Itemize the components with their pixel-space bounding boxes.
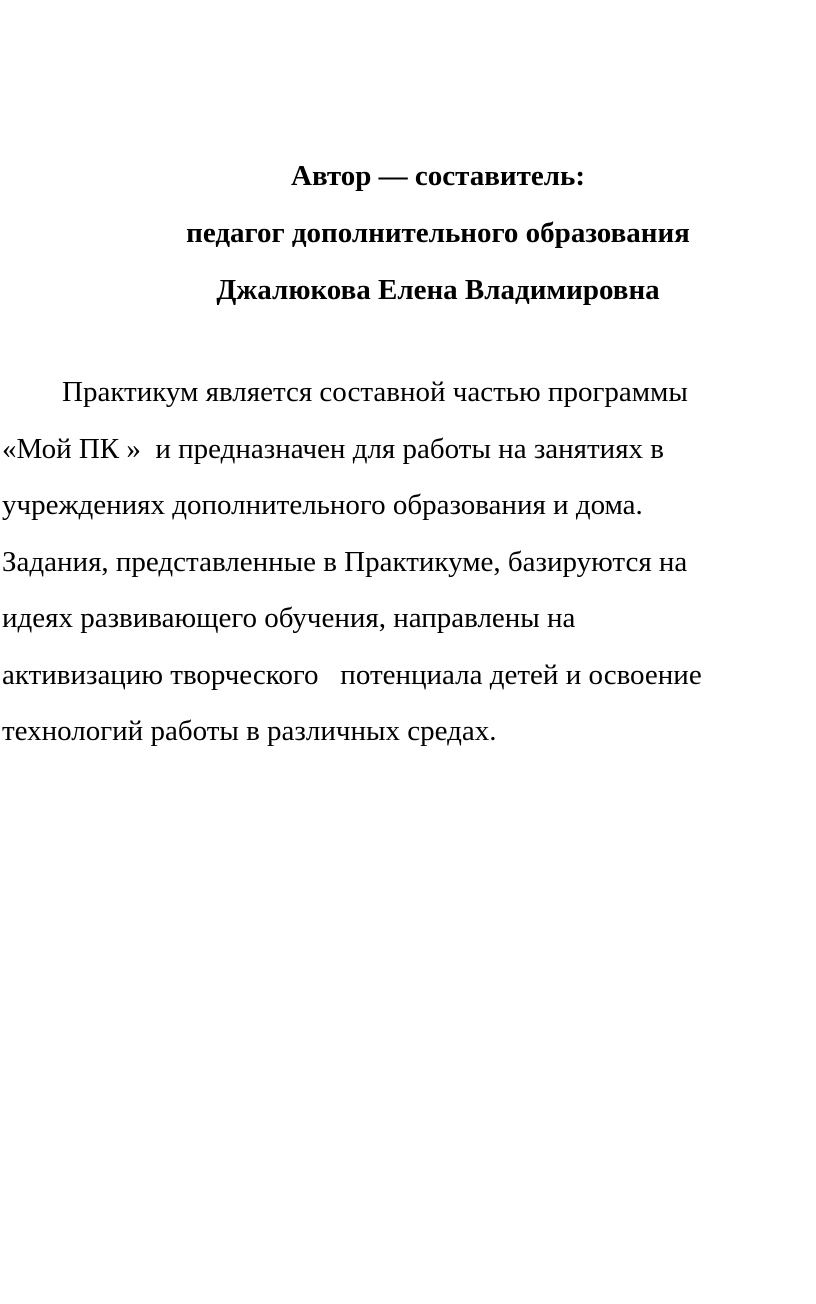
paragraph-line: учреждениях дополнительного образования и дома. bbox=[2, 489, 643, 521]
paragraph-line: активизацию творческого потенциала детей и освоение bbox=[2, 658, 702, 691]
author-position: педагог дополнительного образования bbox=[186, 217, 690, 249]
description-paragraph bbox=[2, 364, 814, 760]
author-name: Джалюкова Елена Владимировна bbox=[216, 274, 660, 306]
author-heading: Автор — составитель: bbox=[291, 160, 585, 192]
paragraph-line: «Мой ПК » и предназначен для работы на занятиях в bbox=[2, 432, 664, 465]
author-block bbox=[0, 148, 816, 319]
paragraph-line: Задания, представленные в Практикуме, базируются на bbox=[2, 545, 688, 578]
paragraph-line: идеях развивающего обучения, направлены на bbox=[2, 602, 576, 634]
paragraph-line: технологий работы в различных средах. bbox=[2, 715, 497, 747]
paragraph-line: Практикум является составной частью программы bbox=[62, 376, 688, 408]
